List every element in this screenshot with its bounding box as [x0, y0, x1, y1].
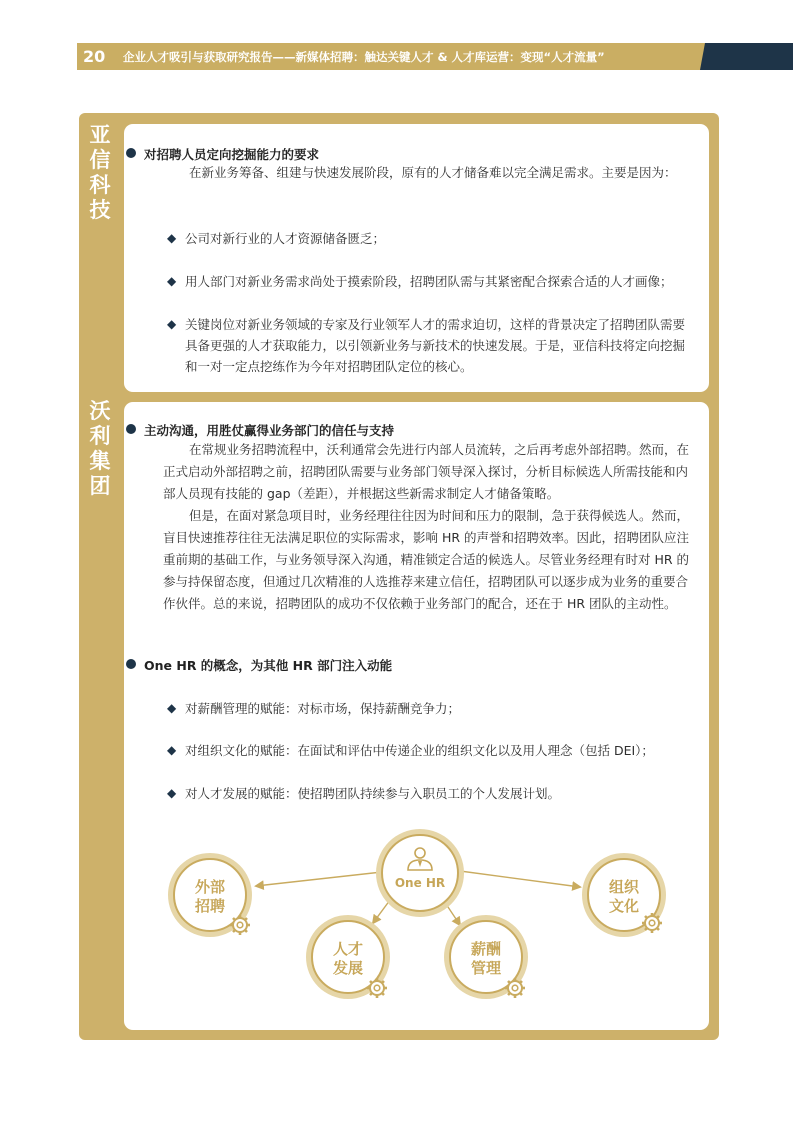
bullet-dot-icon [126, 148, 136, 158]
center-label: One HR [394, 876, 446, 890]
sub-item [169, 228, 697, 249]
header-accent [700, 43, 793, 70]
company-char: 技 [89, 198, 111, 222]
company-char: 团 [89, 474, 111, 498]
node-compensation [444, 915, 528, 999]
section-panel-asiainfo [124, 124, 709, 392]
paragraph-text: 但是，在面对紧急项目时，业务经理往往因为时间和压力的限制，急于获得候选人。然而，盲目快速推荐往往无法满足职位的实际需求，影响 HR 的声誉和招聘效率。因此，招聘团队应注重前期的基础工作，与业务领导深入沟通，精准锁定合适的候选人。尽管业务经理有时对 HR 的参与持保留态度，但通过几次精准的人选推荐来建立信任，招聘团队可以逐步成为业务的重要合作伙伴。总的来说，招聘团队的成功不仅依赖于业务部门的配合，还在于 HR 团队的主动性。 [163, 508, 690, 611]
node-label: 管理 [470, 959, 502, 977]
node-label: 组织 [608, 878, 640, 896]
bullet-title-text: One HR 的概念，为其他 HR 部门注入动能 [144, 658, 393, 673]
arrow-to-recruiting [256, 872, 382, 886]
diamond-bullet-icon: ◆ [167, 274, 177, 288]
bullet-title [144, 145, 319, 163]
sub-item-text: 对人才发展的赋能：使招聘团队持续参与入职员工的个人发展计划。 [185, 786, 561, 801]
sub-item-text: 对组织文化的赋能：在面试和评估中传递企业的组织文化以及用人理念（包括 DEI）； [185, 743, 654, 758]
diamond-bullet-icon: ◆ [167, 786, 177, 800]
node-talent-development [306, 915, 390, 999]
paragraph [163, 162, 693, 184]
node-label: 人才 [332, 940, 364, 958]
paragraph-text: 在新业务筹备、组建与快速发展阶段，原有的人才储备难以完全满足需求。主要是因为： [189, 165, 677, 180]
company-char: 沃 [89, 399, 111, 423]
company-char: 信 [89, 148, 111, 172]
paragraph-text: 在常规业务招聘流程中，沃利通常会先进行内部人员流转，之后再考虑外部招聘。然而，在正式启动外部招聘之前，招聘团队需要与业务部门领导深入探讨，分析目标候选人所需技能和内部人员现有技能的 gap（差距），并根据这些新需求制定人才储备策略。 [163, 442, 690, 501]
paragraph [163, 439, 693, 505]
page-header [77, 43, 705, 70]
gear-icon [642, 913, 662, 933]
company-label-asiainfo [80, 123, 120, 223]
company-char: 利 [89, 424, 111, 448]
node-org-culture [582, 853, 666, 937]
bullet-title-text: 主动沟通，用胜仗赢得业务部门的信任与支持 [144, 423, 395, 438]
bullet-dot-icon [126, 659, 136, 669]
center-node [376, 829, 464, 917]
gear-icon [230, 915, 250, 935]
sub-item [169, 271, 697, 292]
node-label: 外部 [194, 878, 226, 896]
gear-icon [367, 978, 387, 998]
diamond-bullet-icon: ◆ [167, 231, 177, 245]
diamond-bullet-icon: ◆ [167, 743, 177, 757]
gear-icon [505, 978, 525, 998]
bullet-title [144, 421, 394, 439]
paragraph [163, 505, 693, 615]
bullet-dot-icon [126, 424, 136, 434]
company-char: 亚 [89, 123, 111, 147]
sub-item-text: 关键岗位对新业务领域的专家及行业领军人才的需求迫切，这样的背景决定了招聘团队需要具备更强的人才获取能力，以引领新业务与新技术的快速发展。于是，亚信科技将定向挖掘和一对一定点挖练作为今年对招聘团队定位的核心。 [185, 317, 686, 374]
sub-item-text: 用人部门对新业务需求尚处于摸索阶段，招聘团队需与其紧密配合探索合适的人才画像； [185, 274, 673, 289]
node-label: 薪酬 [470, 940, 502, 958]
sub-item [169, 740, 697, 761]
diamond-bullet-icon: ◆ [167, 701, 177, 715]
node-label: 文化 [608, 897, 640, 915]
page-number: 20 [83, 47, 106, 66]
diamond-bullet-icon: ◆ [167, 317, 177, 331]
one-hr-diagram [124, 825, 709, 1025]
company-char: 科 [89, 173, 111, 197]
sub-item-text: 对薪酬管理的赋能：对标市场，保持薪酬竞争力； [185, 701, 461, 716]
arrow-to-culture [460, 871, 580, 887]
sub-item [169, 698, 697, 719]
company-char: 集 [89, 449, 111, 473]
sub-item [169, 314, 697, 377]
header-title: 企业人才吸引与获取研究报告——新媒体招聘：触达关键人才 & 人才库运营：变现“人才流量” [123, 49, 605, 64]
sub-item [169, 783, 697, 804]
bullet-title [144, 656, 392, 674]
company-label-worley [80, 399, 120, 499]
node-label: 招聘 [194, 897, 226, 915]
sub-item-text: 公司对新行业的人才资源储备匮乏； [185, 231, 386, 246]
node-external-recruiting [168, 853, 252, 937]
bullet-title-text: 对招聘人员定向挖掘能力的要求 [144, 147, 320, 162]
arrow-to-talent [373, 900, 390, 923]
node-label: 发展 [332, 959, 364, 977]
